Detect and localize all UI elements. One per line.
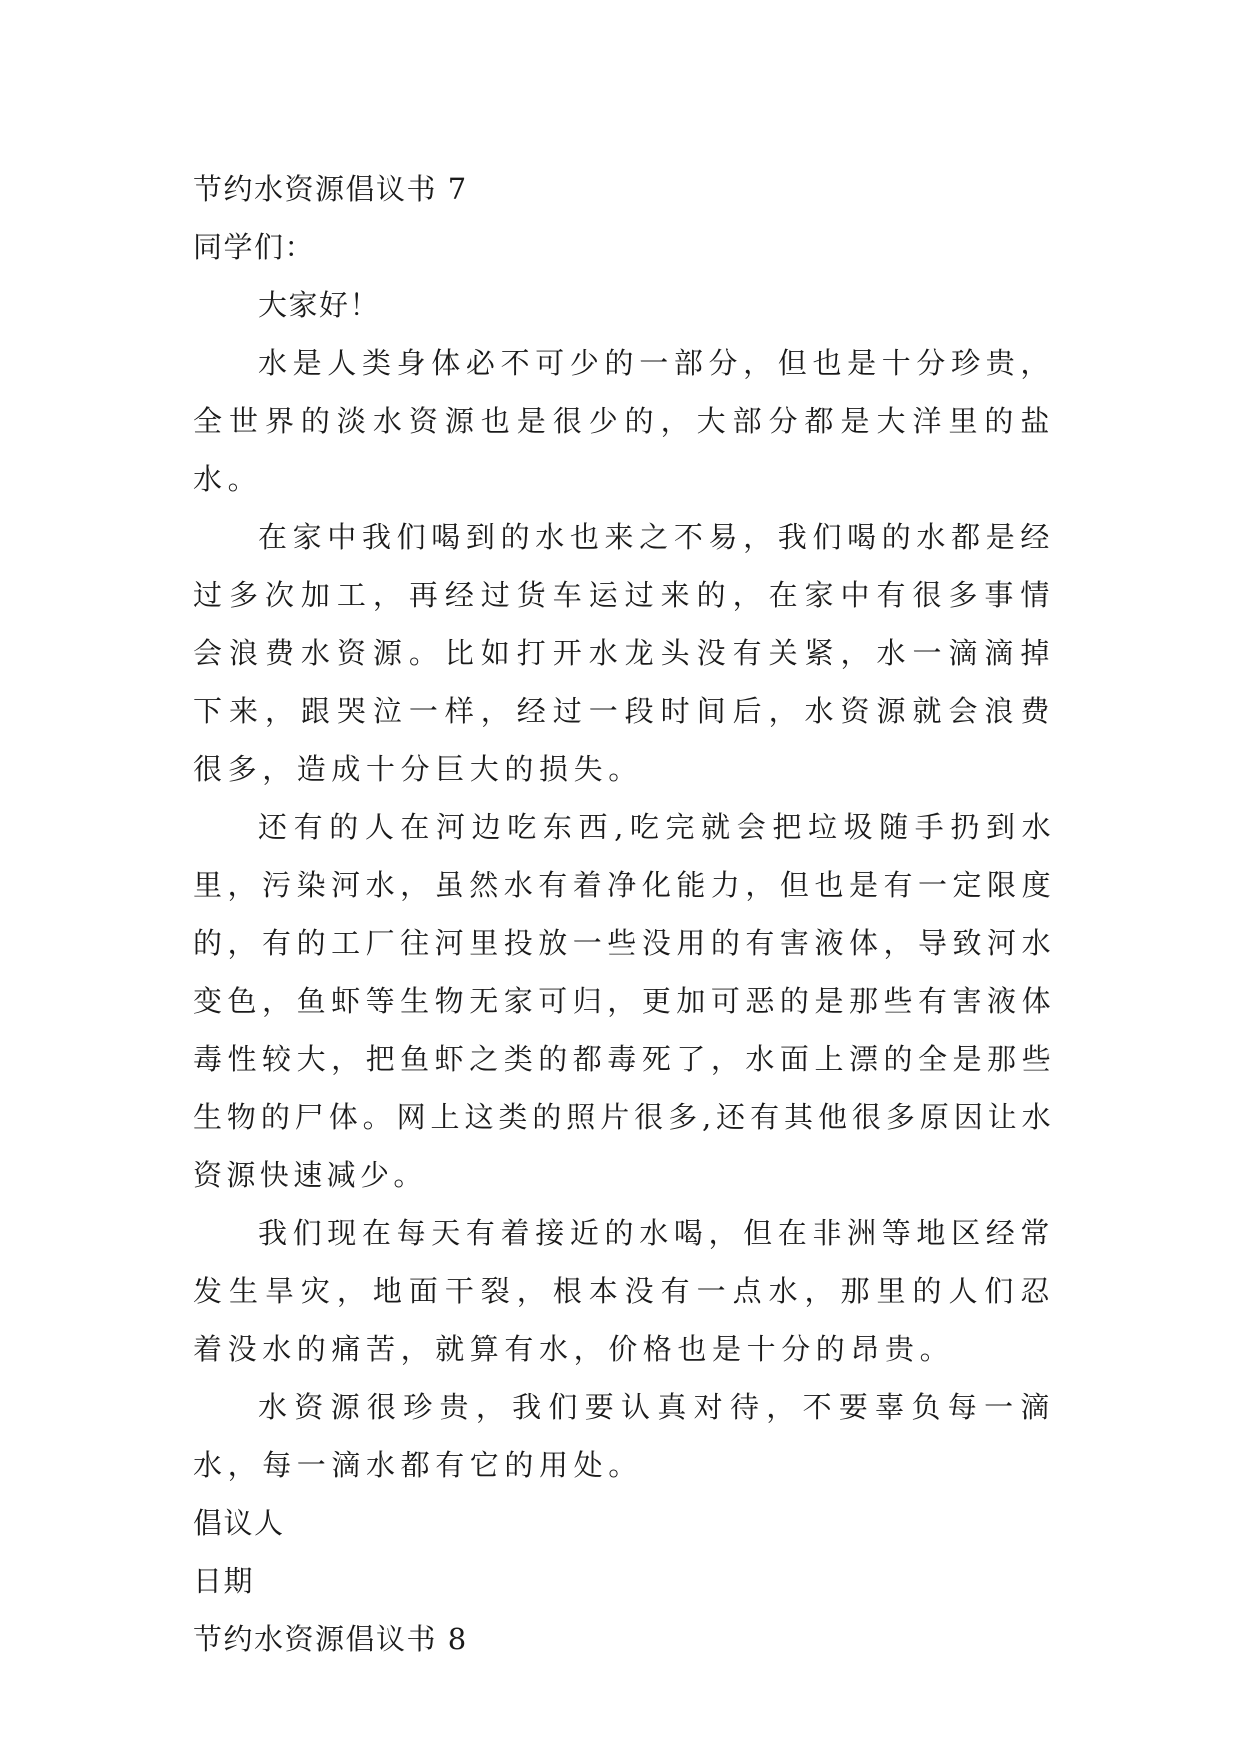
next-document-title: 节约水资源倡议书 8 — [193, 1622, 468, 1656]
greeting: 大家好！ — [258, 288, 381, 322]
paragraph-5: 水资源很珍贵，我们要认真对待，不要辜负每一滴水，每一滴水都有它的用处。 — [193, 1390, 1055, 1482]
salutation: 同学们： — [193, 230, 316, 264]
date-label: 日期 — [193, 1564, 255, 1598]
document-page — [193, 160, 1055, 1668]
signature-label: 倡议人 — [193, 1506, 285, 1540]
paragraph-3: 还有的人在河边吃东西,吃完就会把垃圾随手扔到水里，污染河水，虽然水有着净化能力，但也是有一定限度的，有的工厂往河里投放一些没用的有害液体，导致河水变色，鱼虾等生物无家可归，更加可恶的是那些有害液体毒性较大，把鱼虾之类的都毒死了，水面上漂的全是那些生物的尸体。网上这类的照片很多,还有其他很多原因让水资源快速减少。 — [193, 810, 1055, 1192]
paragraph-1: 水是人类身体必不可少的一部分，但也是十分珍贵，全世界的淡水资源也是很少的，大部分都是大洋里的盐水。 — [193, 346, 1055, 496]
paragraph-2: 在家中我们喝到的水也来之不易，我们喝的水都是经过多次加工，再经过货车运过来的，在家中有很多事情会浪费水资源。比如打开水龙头没有关紧，水一滴滴掉下来，跟哭泣一样，经过一段时间后，水资源就会浪费很多，造成十分巨大的损失。 — [193, 520, 1055, 786]
document-title: 节约水资源倡议书 7 — [193, 172, 468, 206]
paragraph-4: 我们现在每天有着接近的水喝，但在非洲等地区经常发生旱灾，地面干裂，根本没有一点水，那里的人们忍着没水的痛苦，就算有水，价格也是十分的昂贵。 — [193, 1216, 1055, 1366]
